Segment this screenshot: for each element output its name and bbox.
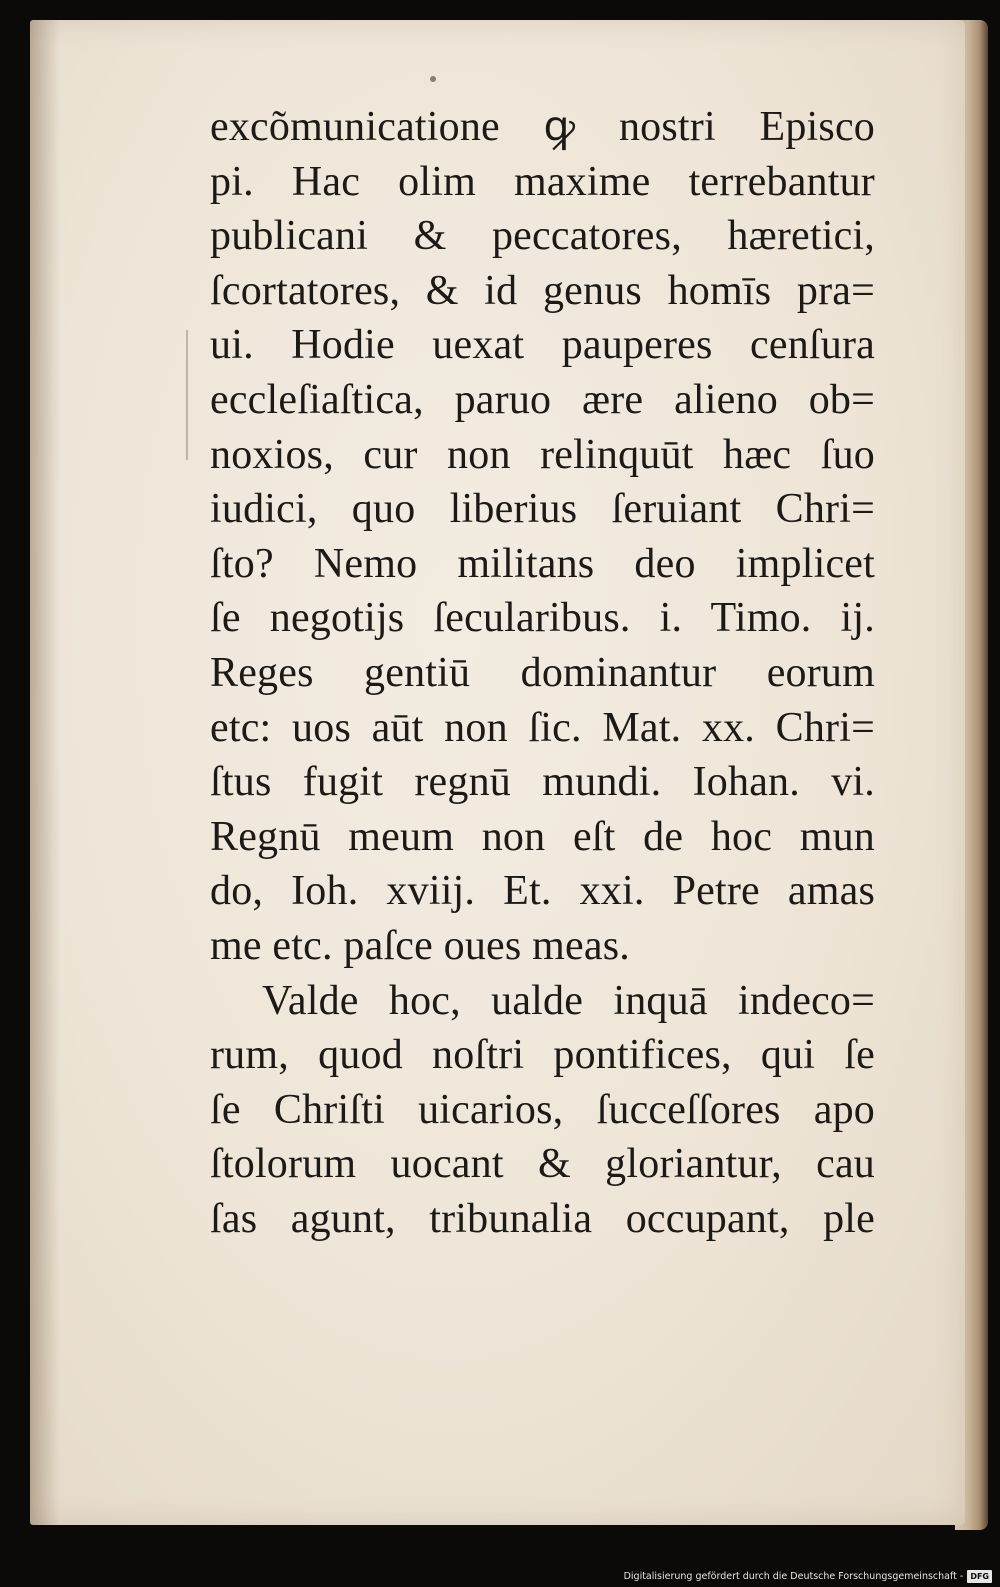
text-line: do, Ioh. xviij. Et. xxi. Petre amas [210, 868, 875, 915]
text-line-paragraph-end: me etc. paſce oues meas. [210, 922, 630, 969]
ink-dot [430, 76, 436, 82]
digitization-credit [624, 1567, 992, 1585]
margin-mark [186, 330, 188, 460]
text-line: ſe negotijs ſecularibus. i. Timo. ij. [210, 595, 875, 642]
text-line: noxios, cur non relinquūt hæc ſuo [210, 431, 875, 478]
spine-fold [30, 20, 60, 1525]
text-block [210, 100, 875, 1246]
text-line: etc: uos aūt non ſic. Mat. xx. Chri= [210, 704, 875, 751]
text-line: Reges gentiū dominantur eorum [210, 649, 875, 696]
text-line: ui. Hodie uexat pauperes cenſura [210, 322, 875, 369]
text-line: ſtus fugit regnū mundi. Iohan. vi. [210, 759, 875, 806]
credit-text: Digitalisierung gefördert durch die Deutsche Forschungsgemeinschaft - [623, 1570, 964, 1582]
text-line: ſto? Nemo militans deo implicet [210, 540, 875, 587]
text-line: rum, quod noſtri pontifices, qui ſe [210, 1032, 875, 1079]
text-line: ſtolorum uocant & gloriantur, cau [210, 1141, 875, 1188]
text-line: ſcortatores, & id genus homīs pra= [210, 267, 875, 314]
text-line: Regnū meum non eſt de hoc mun [210, 813, 875, 860]
text-line: ſe Chriſti uicarios, ſucceſſores apo [210, 1086, 875, 1133]
text-line: eccleſiaſtica, paruo ære alieno ob= [210, 376, 875, 423]
text-line: pi. Hac olim maxime terrebantur [210, 158, 875, 205]
text-line-paragraph-start: Valde hoc, ualde inquā indeco= [262, 977, 875, 1024]
text-line: publicani & peccatores, hæretici, [210, 213, 875, 260]
text-line: excõmunicatione ꝙ nostri Episco [210, 104, 875, 150]
text-line: ſas agunt, tribunalia occupant, ple [210, 1195, 875, 1242]
dfg-logo: DFG [967, 1570, 992, 1583]
text-line: iudici, quo liberius ſeruiant Chri= [210, 486, 875, 533]
